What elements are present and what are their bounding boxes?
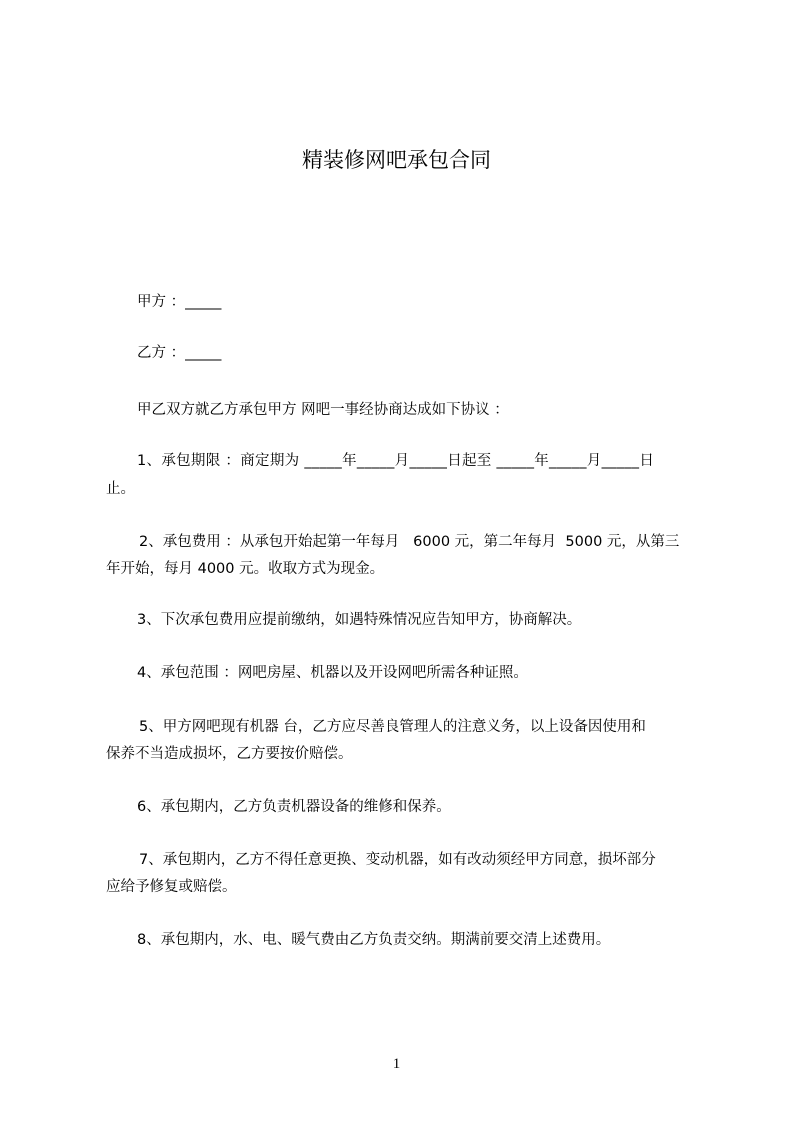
clause-3: 3、下次承包费用应提前缴纳，如遇特殊情况应告知甲方，协商解决。 <box>137 612 582 628</box>
clause-5-line-1: 5、甲方网吧现有机器 台，乙方应尽善良管理人的注意义务，以上设备因使用和 <box>139 719 646 735</box>
clause-7-line-1: 7、承包期内，乙方不得任意更换、变动机器，如有改动须经甲方同意，损坏部分 <box>139 852 656 868</box>
clause-1-line-2: 止。 <box>106 481 135 497</box>
clause-2-line-1: 2、承包费用 ：从承包开始起第一年每月 6000 元，第二年每月 5000 元，从第三 <box>139 534 680 550</box>
intro-paragraph: 甲乙双方就乙方承包甲方 网吧一事经协商达成如下协议 ： <box>137 402 509 418</box>
clause-7-line-2: 应给予修复或赔偿。 <box>106 879 237 895</box>
page-number: 1 <box>392 1056 401 1072</box>
clause-1-line-1: 1、承包期限 ：商定期为 _____年_____月_____日起至 _____年_____月_____日 <box>137 453 655 469</box>
clause-8: 8、承包期内，水、电、暖气费由乙方负责交纳。期满前要交清上述费用。 <box>137 932 611 948</box>
clause-4: 4、承包范围 ：网吧房屋、机器以及开设网吧所需各种证照。 <box>137 665 528 681</box>
document-title: 精装修网吧承包合同 <box>302 148 491 172</box>
party-a-line: 甲方 ：_____ <box>137 294 222 310</box>
clause-5-line-2: 保养不当造成损坏，乙方要按价赔偿。 <box>106 746 353 762</box>
clause-6: 6、承包期内，乙方负责机器设备的维修和保养。 <box>137 799 451 815</box>
clause-2-line-2: 年开始，每月 4000 元。收取方式为现金。 <box>106 561 385 577</box>
party-b-line: 乙方 ：_____ <box>137 345 222 361</box>
